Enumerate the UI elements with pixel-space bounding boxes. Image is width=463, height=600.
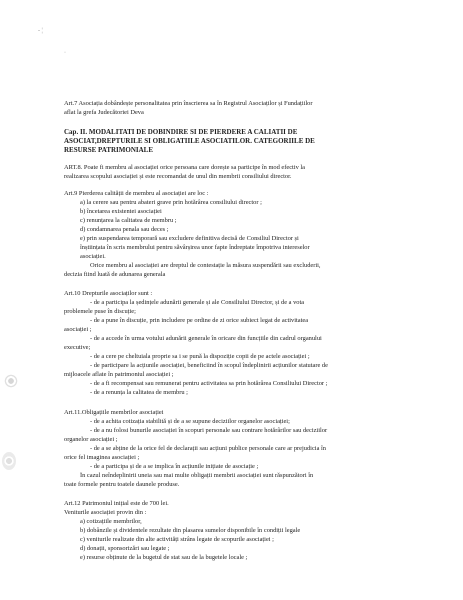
art9-item: e) prin suspendarea temporară sau excludere definitiva decisă de Consiliul Director și xyxy=(80,235,299,242)
art9-title: Art.9 Pierderea calității de membru al asociației are loc : xyxy=(64,190,209,197)
chapter-title: ASOCIAT,DREPTURILE SI OBLIGATIILE ASOCIATILOR. CATEGORIILE DE xyxy=(64,137,315,145)
art10-item: - de a participa la ședințele adunării generale și ale Consiliului Director, și de a vota xyxy=(90,299,305,306)
art12-title: Art.12 Patrimoniul inițial este de 700 lei. xyxy=(64,500,169,507)
art11-item: organelor asociației ; xyxy=(64,436,118,443)
punch-hole-mark xyxy=(2,452,16,470)
art9-item: a) la cerere sau pentru abateri grave prin hotărârea consiliului director ; xyxy=(80,199,262,206)
art11-item: toate formele pentru toatele daunele produse. xyxy=(64,481,180,488)
art11-title: Art.11.Obligațiile membrilor asociației xyxy=(64,409,164,416)
art11-item: - de a participa și de a se implica în acțiunile inițiate de asociație ; xyxy=(90,463,259,470)
art10-item: - de a pune în discuție, prin includere pe ordine de zi orice subiect legat de activitatea xyxy=(90,317,309,324)
art7-line: Art.7 Asociația dobândește personalitatea prin înscrierea sa în Registrul Asociaților și Fundațiilor xyxy=(64,100,313,107)
art12-item: c) veniturile realizate din alte activități strâns legate de scopurile asociației ; xyxy=(80,536,274,543)
art11-item: - de a se abține de la orice fel de declarații sau acțiuni publice personale care ar prejudicia în xyxy=(90,445,326,452)
art10-title: Art.10 Drepturile asociaților sunt : xyxy=(64,290,153,297)
art8-line: realizarea scopului asociației și este recomandat de unul din membrii consiliului director. xyxy=(64,173,292,180)
art10-item: - de a cere pe cheltuiala proprie sa i se pună la dispoziție copii de pe actele asociației ; xyxy=(90,353,310,360)
art10-item: mijloacele aflate în patrimoniul asociației ; xyxy=(64,371,174,378)
margin-mark: - ¦ xyxy=(38,28,43,34)
art11-item: orice fel imaginea asociației ; xyxy=(64,454,140,461)
art12-item: a) cotizațiile membrilor, xyxy=(80,518,142,525)
art11-item: În cazul neîndeplinirii uneia sau mai multe obligații membrii asociației sunt răspunzători în xyxy=(80,472,314,479)
chapter-title: RESURSE PATRIMONIALE xyxy=(64,146,154,154)
punch-hole-mark xyxy=(3,370,19,392)
art9-end: Orice membru al asociației are dreptul de contestație la măsura suspendării sau excluderii, xyxy=(90,262,321,269)
art10-item: - de participare la acțiunile asociației, beneficiind în scopul îndeplinirii acțiunilor statutare de xyxy=(90,362,328,369)
art9-item: înștiințata în scris membrului pentru săvârșirea unor fapte îndreptate împotriva intereselor xyxy=(80,244,310,251)
art7-line: aflat la grefa Judecătoriei Deva xyxy=(64,109,144,116)
art10-item: executive; xyxy=(64,344,91,351)
margin-dot: · xyxy=(64,50,66,56)
art10-item: - de a fi recompensat sau remunerat pentru activitatea sa prin hotărârea Consiliului Director ; xyxy=(90,380,328,387)
art9-end: decizia fiind luată de adunarea generala xyxy=(64,271,166,278)
art10-item: - de a accede în urma votului adunării generale în oricare din funcțiile din cadrul organului xyxy=(90,335,322,342)
art11-item: - de a nu folosi bunurile asociației în scopuri personale sau contrare hotărârilor sau deciziilor xyxy=(90,427,328,434)
art9-item: b) încetarea existentei asociației xyxy=(80,208,162,215)
art12-item: e) resurse obținute de la bugetul de stat sau de la bugetele locale ; xyxy=(80,554,248,561)
art8-line: ART.8. Poate fi membru al asociației orice persoana care dorește sa participe în mod efectiv la xyxy=(64,164,305,171)
art10-item: - de a renunța la calitatea de membru ; xyxy=(90,389,188,396)
art9-item: d) condamnarea penala sau deces ; xyxy=(80,226,169,233)
chapter-title: Cap. II. MODALITATI DE DOBINDIRE SI DE PIERDERE A CALIATII DE xyxy=(64,128,298,136)
art12-item: d) donații, sponsorizări sau legate ; xyxy=(80,545,170,552)
art12-item: b) dobânzile și dividentele rezultate din plasarea sumelor disponibile în condiții legale xyxy=(80,527,301,534)
art12-subtitle: Veniturile asociației provin din : xyxy=(64,509,147,516)
art10-item: asociației ; xyxy=(64,326,92,333)
art9-item: asociației. xyxy=(80,253,106,260)
art11-item: - de a achita cotizația stabilită și de a se supune deciziilor organelor asociației; xyxy=(90,418,290,425)
art10-item: problemele puse în discuție; xyxy=(64,308,136,315)
art9-item: c) renunțarea la calitatea de membru ; xyxy=(80,217,177,224)
